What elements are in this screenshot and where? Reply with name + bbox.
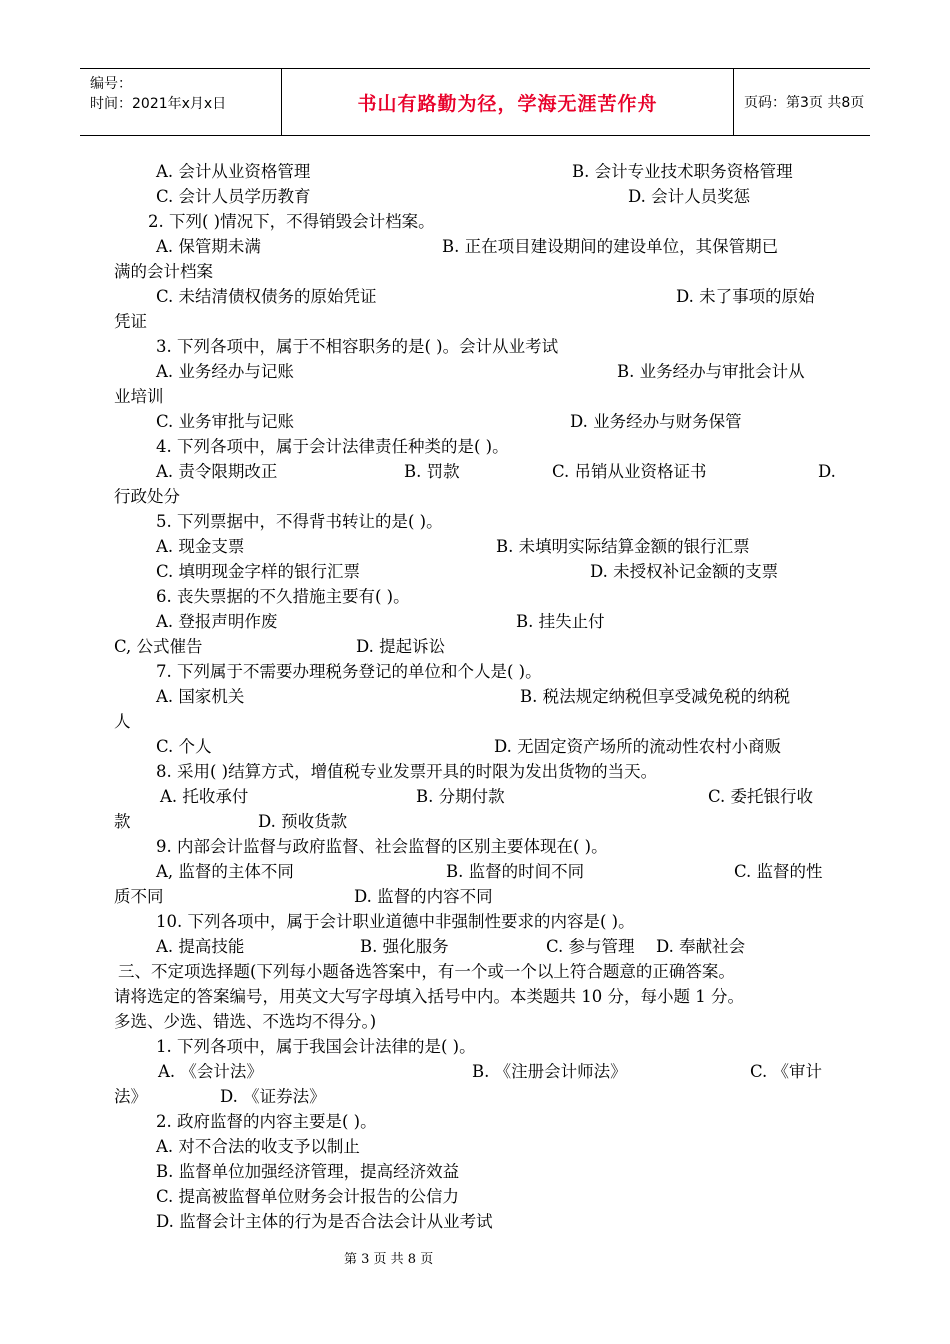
text-line: C. 提高被监督单位财务会计报告的公信力 [156,1187,460,1206]
time-label: 时间：2021年x月x日 [90,96,227,112]
text-line: 法》 [114,1087,147,1106]
text-line: 6. 丧失票据的不久措施主要有( )。 [156,587,410,606]
text-line: A. 责令限期改正 [156,462,278,481]
text-line: D. 《证券法》 [220,1087,326,1106]
text-line: B. 罚款 [404,462,460,481]
text-line: B. 监督单位加强经济管理，提高经济效益 [156,1162,460,1181]
text-line: C. 《审计 [750,1062,823,1081]
text-line: 业培训 [114,387,164,406]
text-line: 5. 下列票据中，不得背书转让的是( )。 [156,512,443,531]
text-line: D. 无固定资产场所的流动性农村小商贩 [494,737,782,756]
text-line: D. 监督会计主体的行为是否合法会计从业考试 [156,1212,493,1231]
text-line: B. 税法规定纳税但享受减免税的纳税 [520,687,791,706]
text-line: D. 监督的内容不同 [354,887,493,906]
header-slogan: 书山有路勤为径，学海无涯苦作舟 [282,69,734,135]
text-line: A. 提高技能 [156,937,245,956]
text-line: B. 正在项目建设期间的建设单位，其保管期已 [442,237,779,256]
text-line: 1. 下列各项中，属于我国会计法律的是( )。 [156,1037,476,1056]
text-line: 4. 下列各项中，属于会计法律责任种类的是( )。 [156,437,509,456]
text-line: 7. 下列属于不需要办理税务登记的单位和个人是( )。 [156,662,542,681]
text-line: 人 [114,712,131,731]
text-line: 三、不定项选择题(下列每小题备选答案中，有一个或一个以上符合题意的正确答案。 [118,962,735,981]
header-page-info: 页码：第3页 共8页 [744,95,865,111]
text-line: 请将选定的答案编号，用英文大写字母填入括号中内。本类题共 10 分，每小题 1 分。 [114,987,744,1006]
header-meta-cell [80,69,282,135]
text-line: C. 业务审批与记账 [156,412,295,431]
text-line: A, 监督的主体不同 [156,862,294,881]
text-line: B. 业务经办与审批会计从 [617,362,805,381]
text-line: B. 分期付款 [416,787,505,806]
text-line: 凭证 [114,312,147,331]
text-line: C. 吊销从业资格证书 [552,462,707,481]
text-line: B. 监督的时间不同 [446,862,585,881]
text-line: 款 [114,812,131,831]
text-line: A. 会计从业资格管理 [156,162,311,181]
text-line: D. 提起诉讼 [356,637,446,656]
text-line: 9. 内部会计监督与政府监督、社会监督的区别主要体现在( )。 [156,837,608,856]
text-line: C. 会计人员学历教育 [156,187,311,206]
text-line: D. 业务经办与财务保管 [570,412,742,431]
text-line: 2. 下列( )情况下，不得销毁会计档案。 [148,212,435,231]
text-line: A. 托收承付 [160,787,249,806]
text-line: C. 未结清债权债务的原始凭证 [156,287,377,306]
text-line: A. 国家机关 [156,687,245,706]
page-footer: 第 3 页 共 8 页 [344,1252,434,1267]
text-line: D. 未了事项的原始 [676,287,815,306]
text-line: C. 委托银行收 [708,787,814,806]
text-line: B. 挂失止付 [516,612,605,631]
text-line: 满的会计档案 [114,262,213,281]
text-line: 2. 政府监督的内容主要是( )。 [156,1112,377,1131]
text-line: B. 强化服务 [360,937,449,956]
text-line: 8. 采用( )结算方式，增值税专业发票开具的时限为发出货物的当天。 [156,762,658,781]
text-line: A. 现金支票 [156,537,245,556]
text-line: A. 对不合法的收支予以制止 [156,1137,360,1156]
text-line: C, 公式催告 [114,637,203,656]
text-line: B. 会计专业技术职务资格管理 [572,162,793,181]
doc-number-label: 编号： [90,76,132,92]
text-line: C. 监督的性 [734,862,823,881]
text-line: A. 业务经办与记账 [156,362,294,381]
text-line: A. 《会计法》 [158,1062,263,1081]
text-line: C. 参与管理 [546,937,635,956]
text-line: B. 《注册会计师法》 [472,1062,627,1081]
header-table [80,68,870,136]
text-line: C. 个人 [156,737,212,756]
text-line: D. 预收货款 [258,812,348,831]
text-line: C. 填明现金字样的银行汇票 [156,562,361,581]
text-line: 多选、少选、错选、不选均不得分。) [114,1012,377,1031]
text-line: 10. 下列各项中，属于会计职业道德中非强制性要求的内容是( )。 [156,912,635,931]
text-line: A. 保管期未满 [156,237,261,256]
text-line: D. [818,462,836,481]
text-line: 行政处分 [114,487,180,506]
text-line: D. 未授权补记金额的支票 [590,562,779,581]
text-line: A. 登报声明作废 [156,612,278,631]
text-line: D. 会计人员奖惩 [628,187,751,206]
text-line: D. 奉献社会 [656,937,746,956]
text-line: 3. 下列各项中，属于不相容职务的是( )。会计从业考试 [156,337,559,356]
text-line: B. 未填明实际结算金额的银行汇票 [496,537,750,556]
text-line: 质不同 [114,887,164,906]
